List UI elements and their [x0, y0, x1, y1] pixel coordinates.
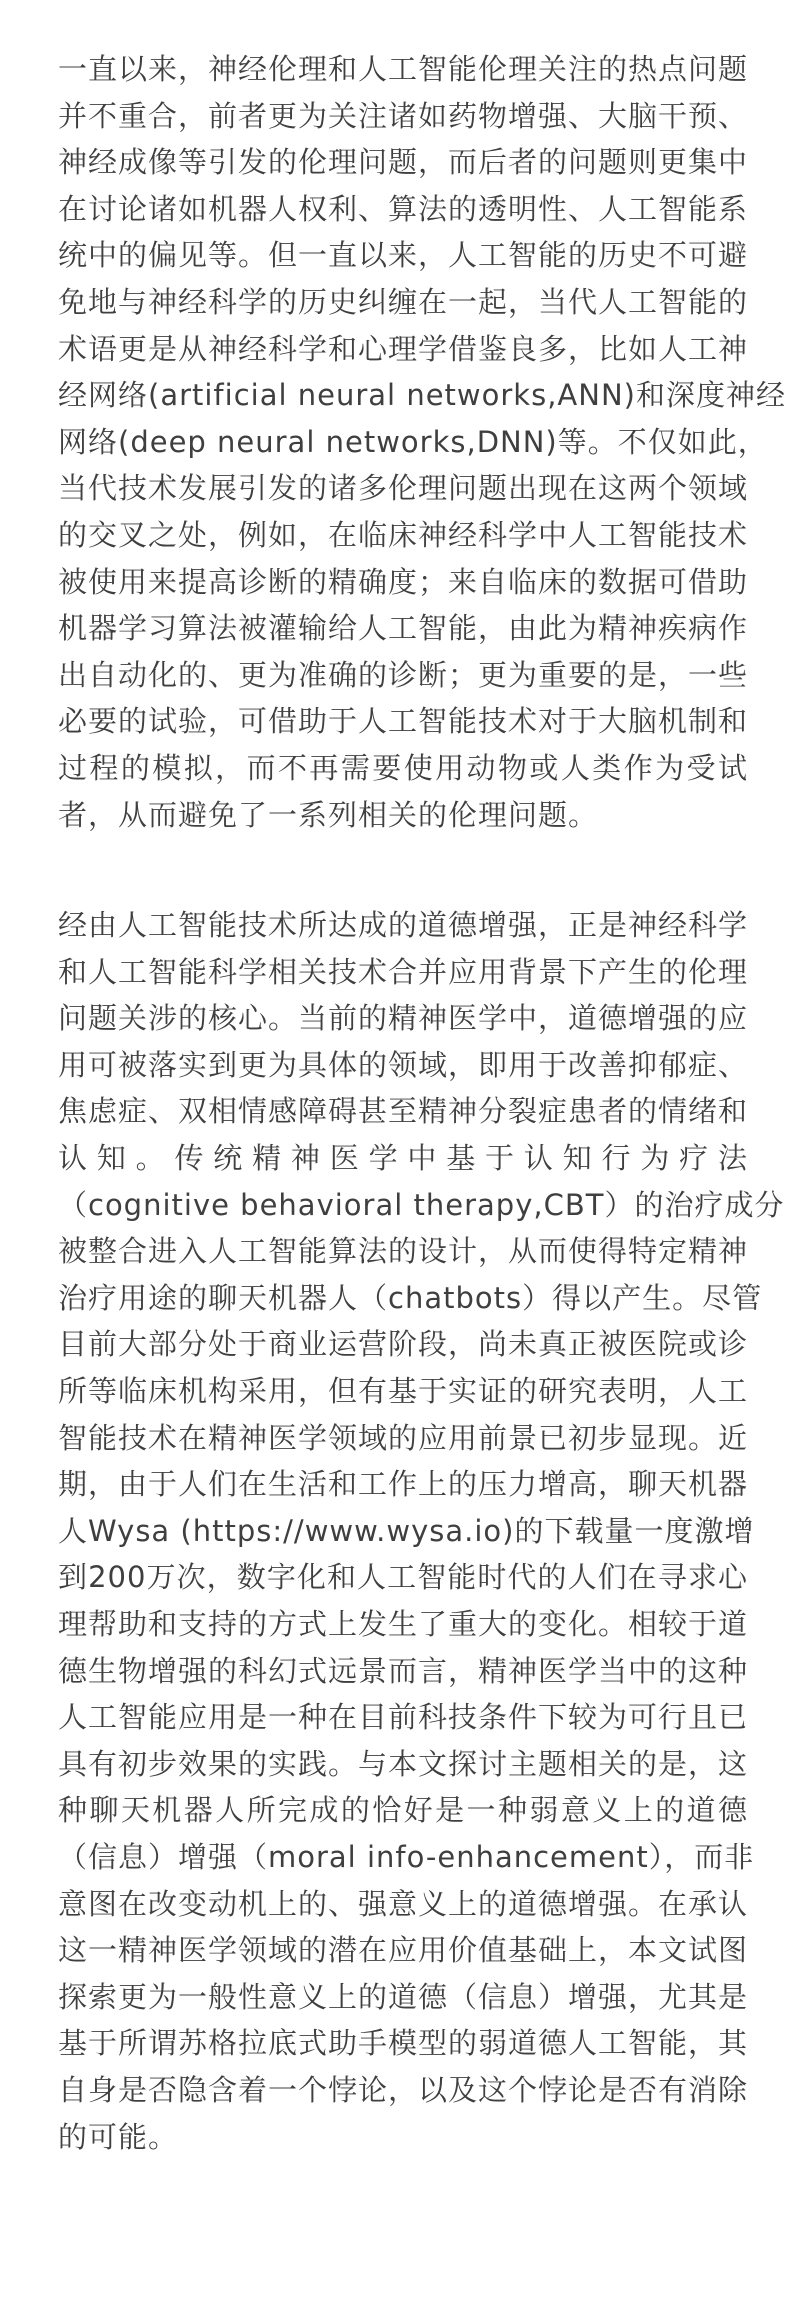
- text-line: 被整合进入人工智能算法的设计，从而使得特定精神: [58, 1234, 749, 1269]
- text-line: 者，从而避免了一系列相关的伦理问题。: [58, 797, 599, 832]
- text-line: 种聊天机器人所完成的恰好是一种弱意义上的道德: [58, 1793, 748, 1828]
- text-line: 的可能。: [58, 2119, 179, 2154]
- text-line: 意图在改变动机上的、强意义上的道德增强。在承认: [58, 1886, 749, 1921]
- text-line: 神经成像等引发的伦理问题，而后者的问题则更集中: [58, 145, 749, 180]
- text-line: 和人工智能科学相关技术合并应用背景下产生的伦理: [58, 954, 749, 989]
- text-line: 德生物增强的科幻式远景而言，精神医学当中的这种: [58, 1653, 749, 1688]
- text-line: 目前大部分处于商业运营阶段，尚未真正被医院或诊: [58, 1327, 749, 1362]
- text-line: 在讨论诸如机器人权利、算法的透明性、人工智能系: [58, 191, 749, 226]
- paragraph-1: [58, 46, 786, 838]
- text-line: 焦虑症、双相情感障碍甚至精神分裂症患者的情绪和: [58, 1094, 749, 1129]
- text-line: 被使用来提高诊断的精确度；来自临床的数据可借助: [58, 564, 749, 599]
- text-line: 所等临床机构采用，但有基于实证的研究表明，人工: [58, 1374, 749, 1409]
- text-line: （cognitive behavioral therapy,CBT）的治疗成分: [58, 1187, 785, 1222]
- text-line: 这一精神医学领域的潜在应用价值基础上，本文试图: [58, 1933, 749, 1968]
- text-line: （信息）增强（moral info-enhancement），而非: [58, 1839, 755, 1874]
- text-line: 认知。传统精神医学中基于认知行为疗法: [58, 1141, 748, 1176]
- text-line: 理帮助和支持的方式上发生了重大的变化。相较于道: [58, 1607, 749, 1641]
- text-line: 用可被落实到更为具体的领域，即用于改善抑郁症、: [58, 1047, 749, 1082]
- text-line: 免地与神经科学的历史纠缠在一起，当代人工智能的: [58, 284, 749, 319]
- text-line: 经网络(artificial neural networks,ANN)和深度神经: [58, 378, 786, 413]
- text-line: 探索更为一般性意义上的道德（信息）增强，尤其是: [58, 1979, 749, 2014]
- text-line: 智能技术在精神医学领域的应用前景已初步显现。近: [58, 1420, 749, 1455]
- text-line: 到200万次，数字化和人工智能时代的人们在寻求心: [58, 1560, 748, 1595]
- text-line: 具有初步效果的实践。与本文探讨主题相关的是，这: [58, 1746, 749, 1781]
- article-body: [58, 46, 786, 2224]
- text-line: 基于所谓苏格拉底式助手模型的弱道德人工智能，其: [58, 2026, 749, 2061]
- text-line: 问题关涉的核心。当前的精神医学中，道德增强的应: [58, 1001, 749, 1036]
- text-line: 自身是否隐含着一个悖论，以及这个悖论是否有消除: [58, 2072, 749, 2107]
- text-line: 一直以来，神经伦理和人工智能伦理关注的热点问题: [58, 52, 749, 86]
- text-line: 统中的偏见等。但一直以来，人工智能的历史不可避: [58, 238, 749, 273]
- paragraph-2: [58, 902, 785, 2160]
- text-line: 人工智能应用是一种在目前科技条件下较为可行且已: [58, 1700, 749, 1735]
- text-line: 并不重合，前者更为关注诸如药物增强、大脑干预、: [58, 98, 749, 133]
- text-line: 经由人工智能技术所达成的道德增强，正是神经科学: [58, 908, 749, 943]
- text-line: 必要的试验，可借助于人工智能技术对于大脑机制和: [58, 704, 749, 739]
- text-line: 过程的模拟，而不再需要使用动物或人类作为受试: [58, 750, 748, 785]
- text-line: 期，由于人们在生活和工作上的压力增高，聊天机器: [58, 1467, 749, 1502]
- text-line: 当代技术发展引发的诸多伦理问题出现在这两个领域: [58, 471, 749, 506]
- text-line: 网络(deep neural networks,DNN)等。不仅如此，: [58, 424, 768, 459]
- text-line: 人Wysa (https://www.wysa.io)的下载量一度激增: [58, 1513, 755, 1548]
- text-line: 机器学习算法被灌输给人工智能，由此为精神疾病作: [58, 611, 749, 646]
- text-line: 术语更是从神经科学和心理学借鉴良多，比如人工神: [58, 331, 749, 366]
- text-line: 治疗用途的聊天机器人（chatbots）得以产生。尽管: [58, 1280, 763, 1315]
- text-line: 的交叉之处，例如，在临床神经科学中人工智能技术: [58, 517, 749, 552]
- text-line: 出自动化的、更为准确的诊断；更为重要的是，一些: [58, 657, 749, 692]
